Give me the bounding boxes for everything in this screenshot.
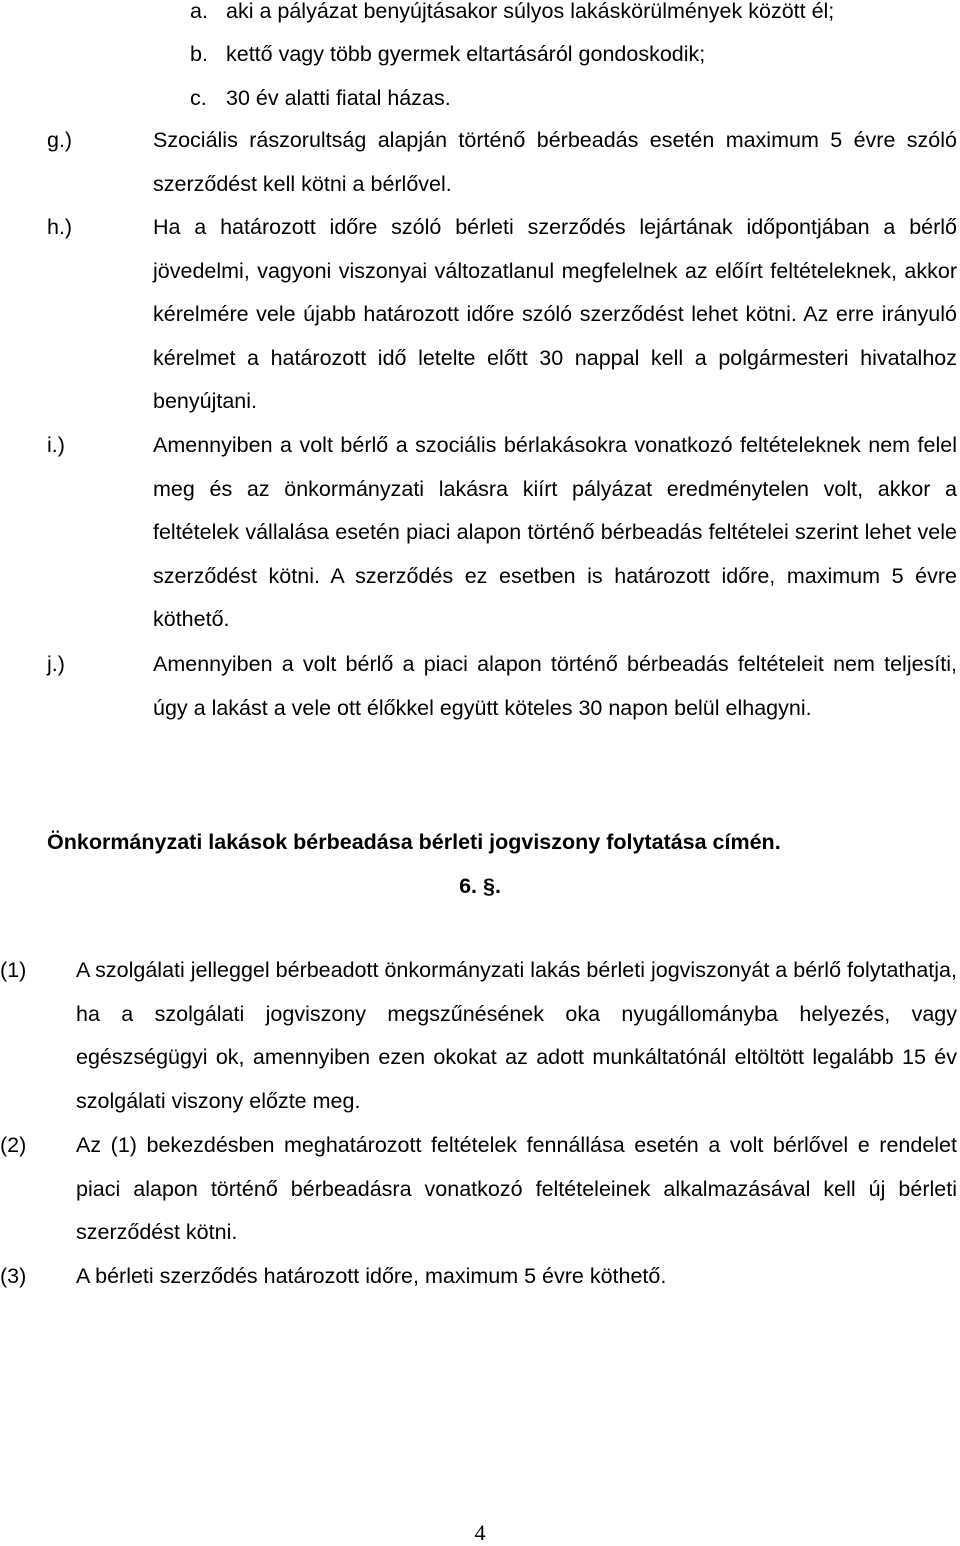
sub-list-text: aki a pályázat benyújtásakor súlyos lakáskörülmények között él;	[226, 0, 835, 23]
section-number: 6. §.	[459, 874, 501, 898]
paragraph-marker: (3)	[0, 1264, 27, 1288]
item-marker: g.)	[47, 128, 73, 152]
item-text: Amennyiben a volt bérlő a szociális bérlakásokra vonatkozó feltételeknek nem felel meg és az önkormányzati lakásra kiírt pályázat eredménytelen volt, akkor a feltételek vállalása esetén piaci alapon történő bérbeadás feltételei szerint lehet vele szerződést kötni. A szerződés ez esetben is határozott időre, maximum 5 évre köthető.	[153, 433, 957, 632]
sub-list-item	[190, 0, 834, 24]
item-text: Ha a határozott időre szóló bérleti szerződés lejártának időpontjában a bérlő jövedelmi, vagyoni viszonyai változatlanul megfelelnek az előírt feltételeknek, akkor kérelmére vele újabb határozott időre szóló szerződést lehet kötni. Az erre irányuló kérelmet a határozott idő letelte előtt 30 nappal kell a polgármesteri hivatalhoz benyújtani.	[153, 215, 957, 414]
paragraph-text: A szolgálati jelleggel bérbeadott önkormányzati lakás bérleti jogviszonyát a bérlő folytathatja, ha a szolgálati jogviszony megszűnésének oka nyugállományba helyezés, vagy egészségügyi ok, amennyiben ezen okokat az adott munkáltatónál eltöltött legalább 15 év szolgálati viszony előzte meg.	[76, 958, 957, 1113]
sub-list-item	[190, 85, 451, 111]
paragraph-text: Az (1) bekezdésben meghatározott feltételek fennállása esetén a volt bérlővel e rendelet piaci alapon történő bérbeadásra vonatkozó feltételeinek alkalmazásával kell új bérleti szerződést kötni.	[76, 1133, 957, 1245]
paragraph-1	[0, 949, 957, 1123]
sub-list-marker: a.	[190, 0, 208, 23]
item-marker: j.)	[47, 652, 65, 676]
sub-list-text: 30 év alatti fiatal házas.	[226, 86, 451, 110]
item-text: Amennyiben a volt bérlő a piaci alapon történő bérbeadás feltételeit nem teljesíti, úgy a lakást a vele ott élőkkel együtt köteles 30 napon belül elhagyni.	[153, 652, 957, 720]
paragraph-text: A bérleti szerződés határozott időre, maximum 5 évre köthető.	[76, 1264, 667, 1288]
sub-list-text: kettő vagy több gyermek eltartásáról gondoskodik;	[226, 42, 706, 66]
list-item-h	[47, 206, 957, 424]
sub-list-marker: c.	[190, 86, 207, 110]
sub-list-item	[190, 41, 705, 67]
item-text: Szociális rászorultság alapján történő bérbeadás esetén maximum 5 évre szóló szerződést kell kötni a bérlővel.	[153, 128, 957, 196]
list-item-j	[47, 643, 957, 730]
paragraph-3	[0, 1255, 957, 1299]
list-item-i	[47, 424, 957, 642]
sub-list-marker: b.	[190, 42, 208, 66]
list-item-g	[47, 119, 957, 206]
item-marker: i.)	[47, 433, 65, 457]
paragraph-marker: (1)	[0, 958, 27, 982]
paragraph-marker: (2)	[0, 1133, 27, 1157]
page-number: 4	[474, 1520, 486, 1545]
section-heading: Önkormányzati lakások bérbeadása bérleti jogviszony folytatása címén.	[47, 830, 781, 854]
paragraph-2	[0, 1124, 957, 1255]
item-marker: h.)	[47, 215, 73, 239]
